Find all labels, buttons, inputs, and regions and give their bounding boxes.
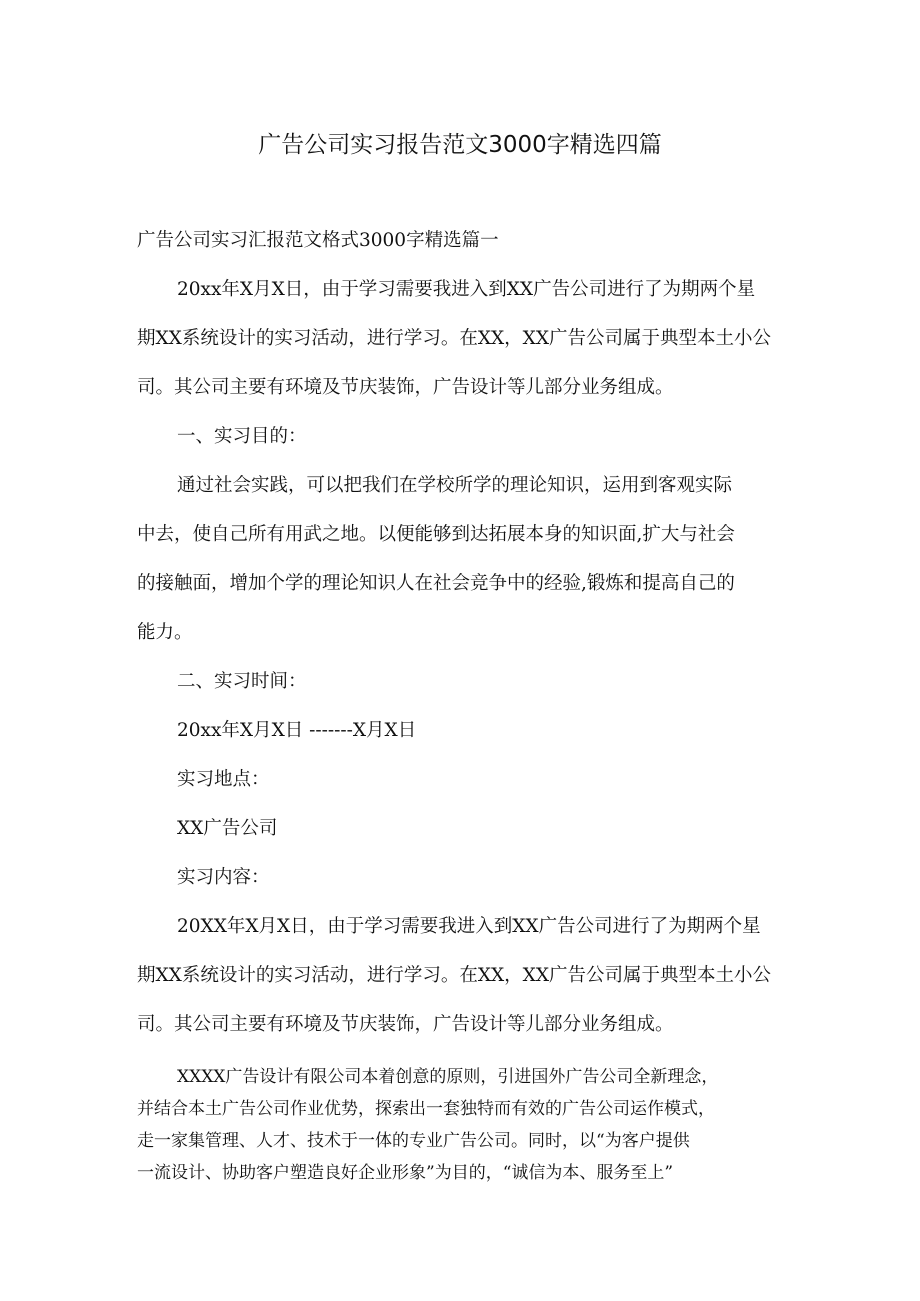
section-heading: 广告公司实习汇报范文格式3000字精选篇一 <box>137 230 499 251</box>
paragraph-line: 20xx年X月X日 -------X月X日 <box>177 720 417 741</box>
paragraph-line: 能力。 <box>137 622 193 643</box>
paragraph-line: 期XX系统设计的实习活动，进行学习。在XX，XX广告公司属于典型本土小公 <box>137 965 772 986</box>
paragraph-line: 中去，使自己所有用武之地。以便能够到达拓展本身的知识面,扩大与社会 <box>137 524 735 545</box>
paragraph-line: 通过社会实践，可以把我们在学校所学的理论知识，运用到客观实际 <box>177 475 733 496</box>
paragraph-line: 司。其公司主要有环境及节庆装饰，广告设计等儿部分业务组成。 <box>137 377 674 398</box>
paragraph-line: 期XX系统设计的实习活动，进行学习。在XX，XX广告公司属于典型本土小公 <box>137 328 772 349</box>
paragraph-line: 20xx年X月X日，由于学习需要我进入到XX广告公司进行了为期两个星 <box>177 279 756 300</box>
paragraph-line: XX广告公司 <box>177 818 278 839</box>
subheading: 实习内容： <box>177 867 270 888</box>
paragraph-line: XXXX广告设计有限公司本着创意的原则，引进国外广告公司全新理念， <box>177 1067 719 1087</box>
paragraph-line: 司。其公司主要有环境及节庆装饰，广告设计等儿部分业务组成。 <box>137 1014 674 1035</box>
paragraph-line: 走一家集管理、人才、技术于一体的专业广告公司。同时，以“为客户提供 <box>137 1131 690 1151</box>
paragraph-line: 20XX年X月X日，由于学习需要我进入到XX广告公司进行了为期两个星 <box>177 916 761 937</box>
paragraph-line: 并结合本土广告公司作业优势，探索出一套独特而有效的广告公司运作模式， <box>137 1099 715 1119</box>
paragraph-line: 一流设计、协助客户塑造良好企业形象”为目的，“诚信为本、服务至上” <box>137 1163 674 1183</box>
subheading: 实习地点： <box>177 769 270 790</box>
subheading: 一、实习目的： <box>177 426 307 447</box>
paragraph-line: 的接触面，增加个学的理论知识人在社会竞争中的经验,锻炼和提高自己的 <box>137 573 735 594</box>
document-title: 广告公司实习报告范文3000字精选四篇 <box>258 132 662 158</box>
subheading: 二、实习时间： <box>177 671 307 692</box>
